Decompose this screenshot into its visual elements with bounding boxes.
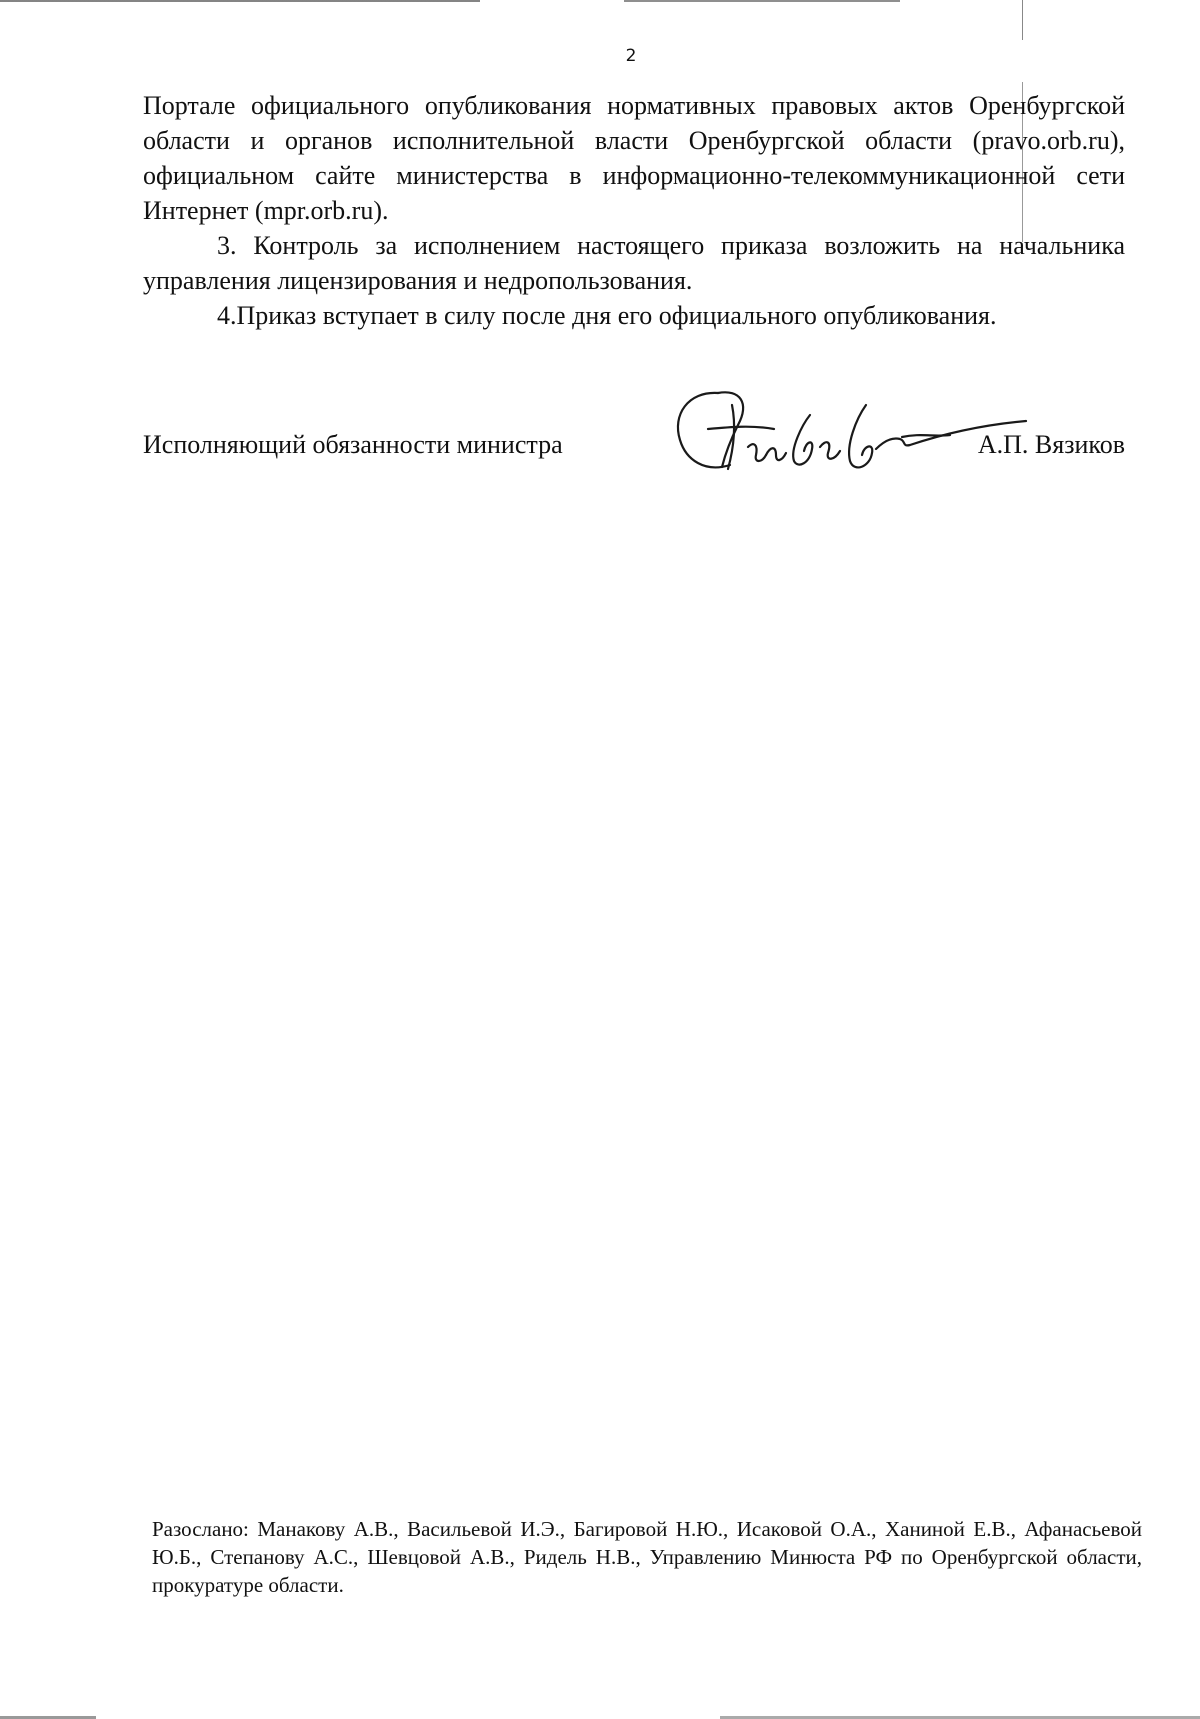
paragraph-control: 3. Контроль за исполнением настоящего приказа возложить на начальника управления лицензирования и недропользования. <box>143 231 1125 295</box>
signatory-title: Исполняющий обязанности министра <box>143 430 563 459</box>
paragraph-publication: Портале официального опубликования нормативных правовых актов Оренбургской области и органов исполнительной власти Оренбургской области (pravo.orb.ru), официальном сайте министерства в информационно-телекоммуникационной сети Интернет (mpr.orb.ru). <box>143 91 1125 225</box>
signature-block <box>143 430 1125 470</box>
signatory-name: А.П. Вязиков <box>977 430 1125 459</box>
scan-edge-top <box>0 0 1200 2</box>
page-number: 2 <box>625 46 637 66</box>
body-text <box>143 88 1125 333</box>
scan-edge-right <box>1022 0 1023 40</box>
distribution-list: Разослано: Манакову А.В., Васильевой И.Э., Багировой Н.Ю., Исаковой О.А., Ханиной Е.В., Афанасьевой Ю.Б., Степанову А.С., Шевцовой А.В., Ридель Н.В., Управлению Минюста РФ по Оренбургской области, прокуратуре области. <box>152 1517 1142 1597</box>
paragraph-effective: 4.Приказ вступает в силу после дня его официального опубликования. <box>217 301 997 330</box>
